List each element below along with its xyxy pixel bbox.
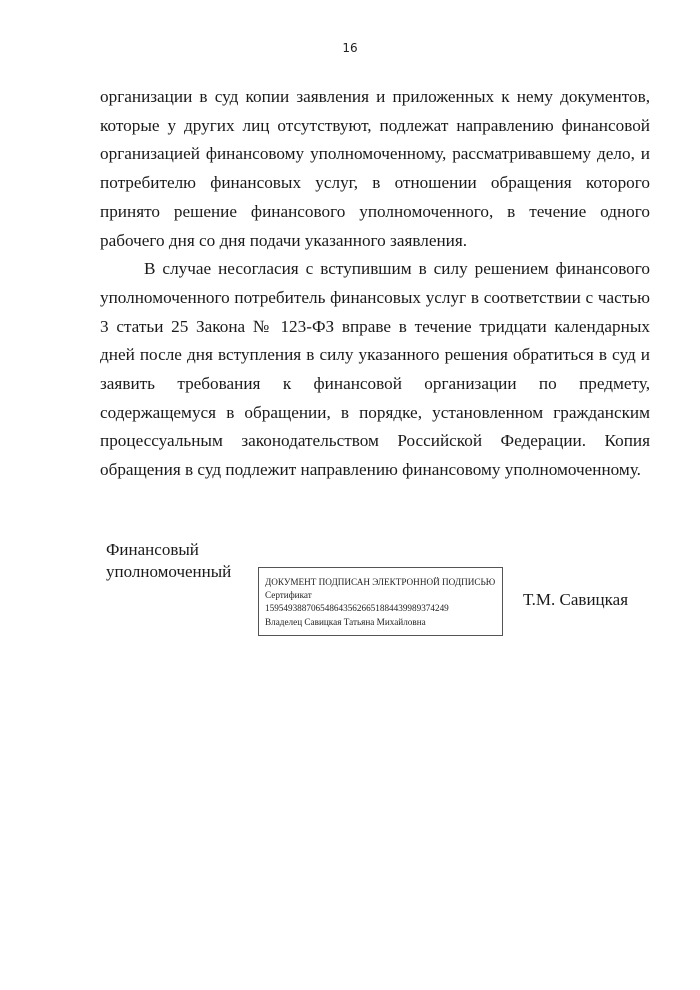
stamp-owner: Владелец Савицкая Татьяна Михайловна: [265, 616, 426, 627]
stamp-heading: ДОКУМЕНТ ПОДПИСАН ЭЛЕКТРОННОЙ ПОДПИСЬЮ: [265, 577, 496, 587]
page-number: 16: [342, 41, 358, 55]
stamp-certificate-label: Сертификат: [265, 590, 312, 601]
signer-name: Т.М. Савицкая: [523, 590, 629, 609]
paragraph-2: В случае несогласия с вступившим в силу решением финансового уполномоченного потребитель финансовых услуг в соответствии с частью 3 статьи 25 Закона № 123-ФЗ вправе в течение тридцати календарных дней после дня вступления в силу указанного решения обратиться в суд и заявить требования к финансовой организации по предмету, содержащемуся в обращении, в порядке, установленном гражданским процессуальным законодательством Российской Федерации. Копия обращения в суд подлежит направлению финансовому уполномоченному.: [100, 259, 650, 480]
signer-title-line-1: Финансовый: [106, 540, 199, 559]
paragraph-1: организации в суд копии заявления и приложенных к нему документов, которые у других лиц отсутствуют, подлежат направлению финансовой организацией финансовому уполномоченному, рассматривавшему дело, и потребителю финансовых услуг, в отношении обращения которого принято решение финансового уполномоченного, в течение одного рабочего дня со дня подачи указанного заявления.: [100, 87, 650, 250]
stamp-certificate-number: 1595493887065486435626651884439989374249: [265, 603, 449, 614]
document-body: [100, 83, 650, 485]
electronic-signature-stamp: [258, 567, 503, 636]
signer-title-line-2: уполномоченный: [106, 562, 232, 581]
signer-title: [106, 539, 231, 583]
